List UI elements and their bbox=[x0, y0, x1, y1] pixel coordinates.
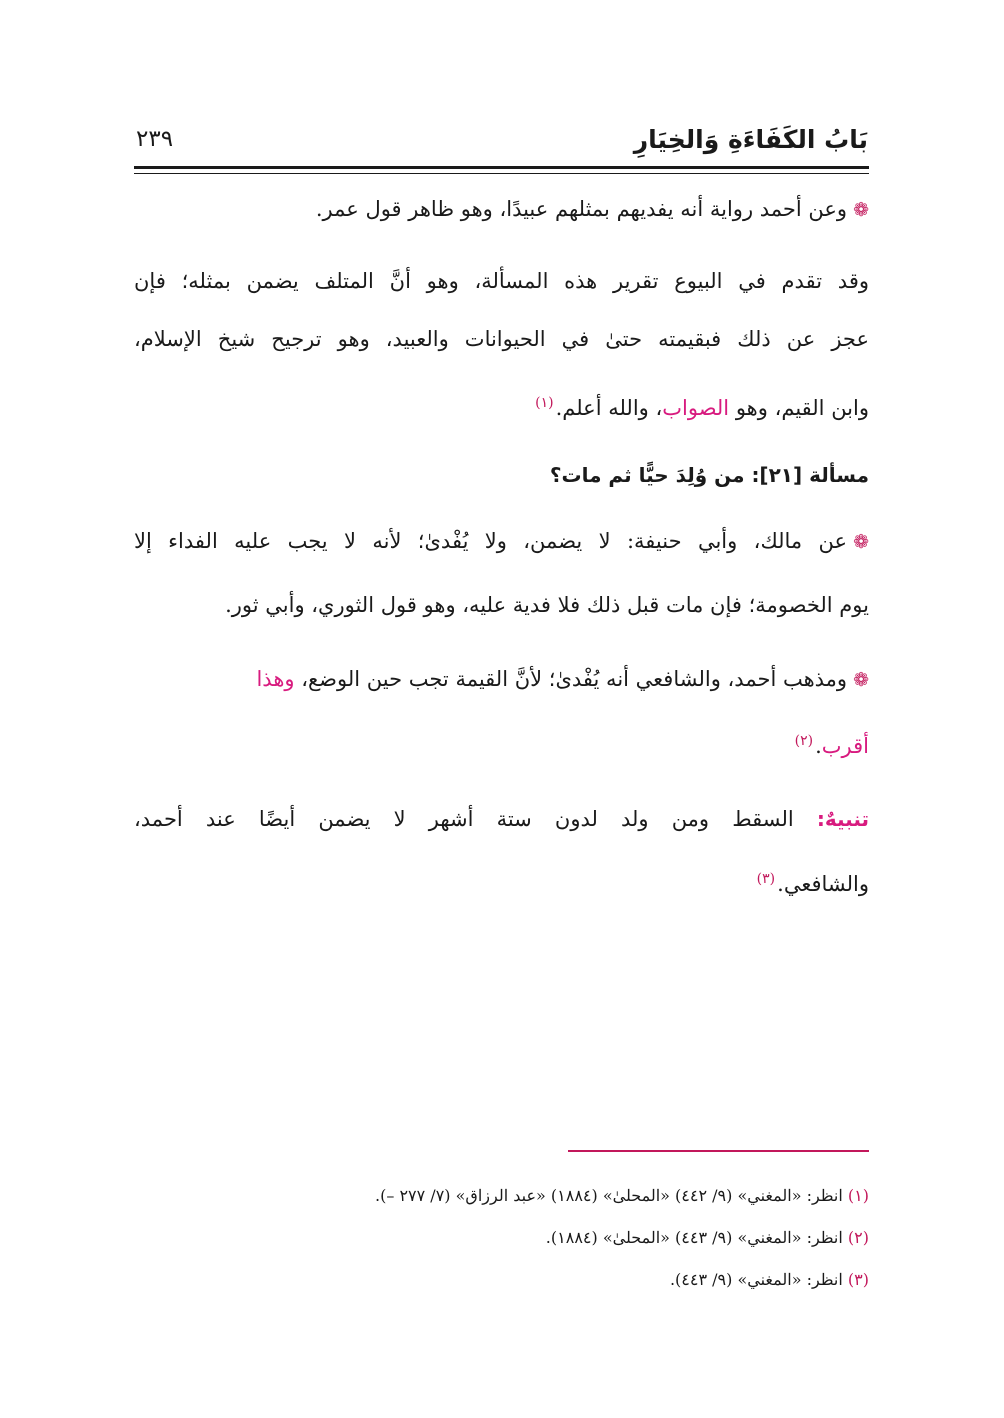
footnote-separator bbox=[568, 1150, 869, 1152]
footnote-ref-3[interactable]: (٣) bbox=[756, 871, 776, 887]
footnote-ref-2[interactable]: (٢) bbox=[794, 733, 814, 749]
footnote-1-text: انظر: «المغني» (٩/ ٤٤٢) «المحلىٰ» (١٨٨٤) «عبد الرزاق» (٧/ ٢٧٧ –). bbox=[375, 1186, 848, 1205]
footnote-2 bbox=[134, 1226, 869, 1250]
paragraph-4-text-2: . bbox=[815, 734, 822, 758]
highlight-word-sawab: الصواب bbox=[662, 396, 730, 420]
footnote-1 bbox=[134, 1184, 869, 1208]
paragraph-2-text-b: ، والله أعلم. bbox=[555, 396, 663, 420]
flower-ornament-icon: ❁ bbox=[853, 531, 869, 553]
highlight-word-hadha: وهذا bbox=[256, 667, 295, 691]
paragraph-1 bbox=[134, 192, 869, 227]
paragraph-3-line-2: يوم الخصومة؛ فإن مات قبل ذلك فلا فدية عليه، وهو قول الثوري، وأبي ثور. bbox=[225, 593, 869, 617]
highlight-word-aqrab: أقرب bbox=[821, 734, 869, 758]
header-rule-thin bbox=[134, 173, 869, 174]
header-rule-thick bbox=[134, 166, 869, 169]
footnote-3-text: انظر: «المغني» (٩/ ٤٤٣). bbox=[669, 1270, 848, 1289]
paragraph-2-text-a: وابن القيم، وهو bbox=[729, 396, 869, 420]
paragraph-5-text-1: السقط ومن ولد لدون ستة أشهر لا يضمن أيضًا عند أحمد، bbox=[134, 807, 817, 831]
footnote-2-number: (٢) bbox=[847, 1228, 869, 1247]
paragraph-2-line-3 bbox=[134, 386, 869, 425]
tanbih-label: تنبيهٌ: bbox=[816, 807, 869, 831]
paragraph-2-line-1: وقد تقدم في البيوع تقرير هذه المسألة، وهو أنَّ المتلف يضمن بمثله؛ فإن bbox=[134, 269, 869, 293]
page-number: ٢٣٩ bbox=[136, 126, 174, 152]
paragraph-4-line-1 bbox=[134, 662, 869, 697]
footnote-ref-1[interactable]: (١) bbox=[535, 395, 554, 411]
footnote-2-text: انظر: «المغني» (٩/ ٤٤٣) «المحلىٰ» (١٨٨٤). bbox=[545, 1228, 848, 1247]
flower-ornament-icon: ❁ bbox=[853, 199, 869, 221]
flower-ornament-icon: ❁ bbox=[853, 669, 869, 691]
footnote-1-number: (١) bbox=[847, 1186, 869, 1205]
paragraph-2-line-2: عجز عن ذلك فبقيمته حتىٰ في الحيوانات والعبيد، وهو ترجيح شيخ الإسلام، bbox=[134, 327, 869, 351]
section-heading: مسألة [٢١]: من وُلِدَ حيًّا ثم مات؟ bbox=[549, 463, 869, 487]
paragraph-5-text-2: والشافعي. bbox=[777, 872, 869, 896]
footnote-3 bbox=[134, 1268, 869, 1292]
paragraph-3-line-1 bbox=[134, 524, 869, 559]
paragraph-5-line-1 bbox=[134, 802, 869, 836]
running-header-title: بَابُ الكَفَاءَةِ وَالخِيَارِ bbox=[633, 125, 868, 154]
paragraph-1-text: وعن أحمد رواية أنه يفديهم بمثلهم عبيدًا، وهو ظاهر قول عمر. bbox=[315, 197, 848, 221]
paragraph-4-text-1: ومذهب أحمد، والشافعي أنه يُفْدىٰ؛ لأنَّ القيمة تجب حين الوضع، bbox=[294, 667, 848, 691]
paragraph-4-line-2 bbox=[134, 724, 869, 763]
footnote-3-number: (٣) bbox=[847, 1270, 869, 1289]
paragraph-5-line-2 bbox=[134, 862, 869, 901]
paragraph-3-text-1: عن مالك، وأبي حنيفة: لا يضمن، ولا يُفْدىٰ؛ لأنه لا يجب عليه الفداء إلا bbox=[134, 529, 848, 553]
